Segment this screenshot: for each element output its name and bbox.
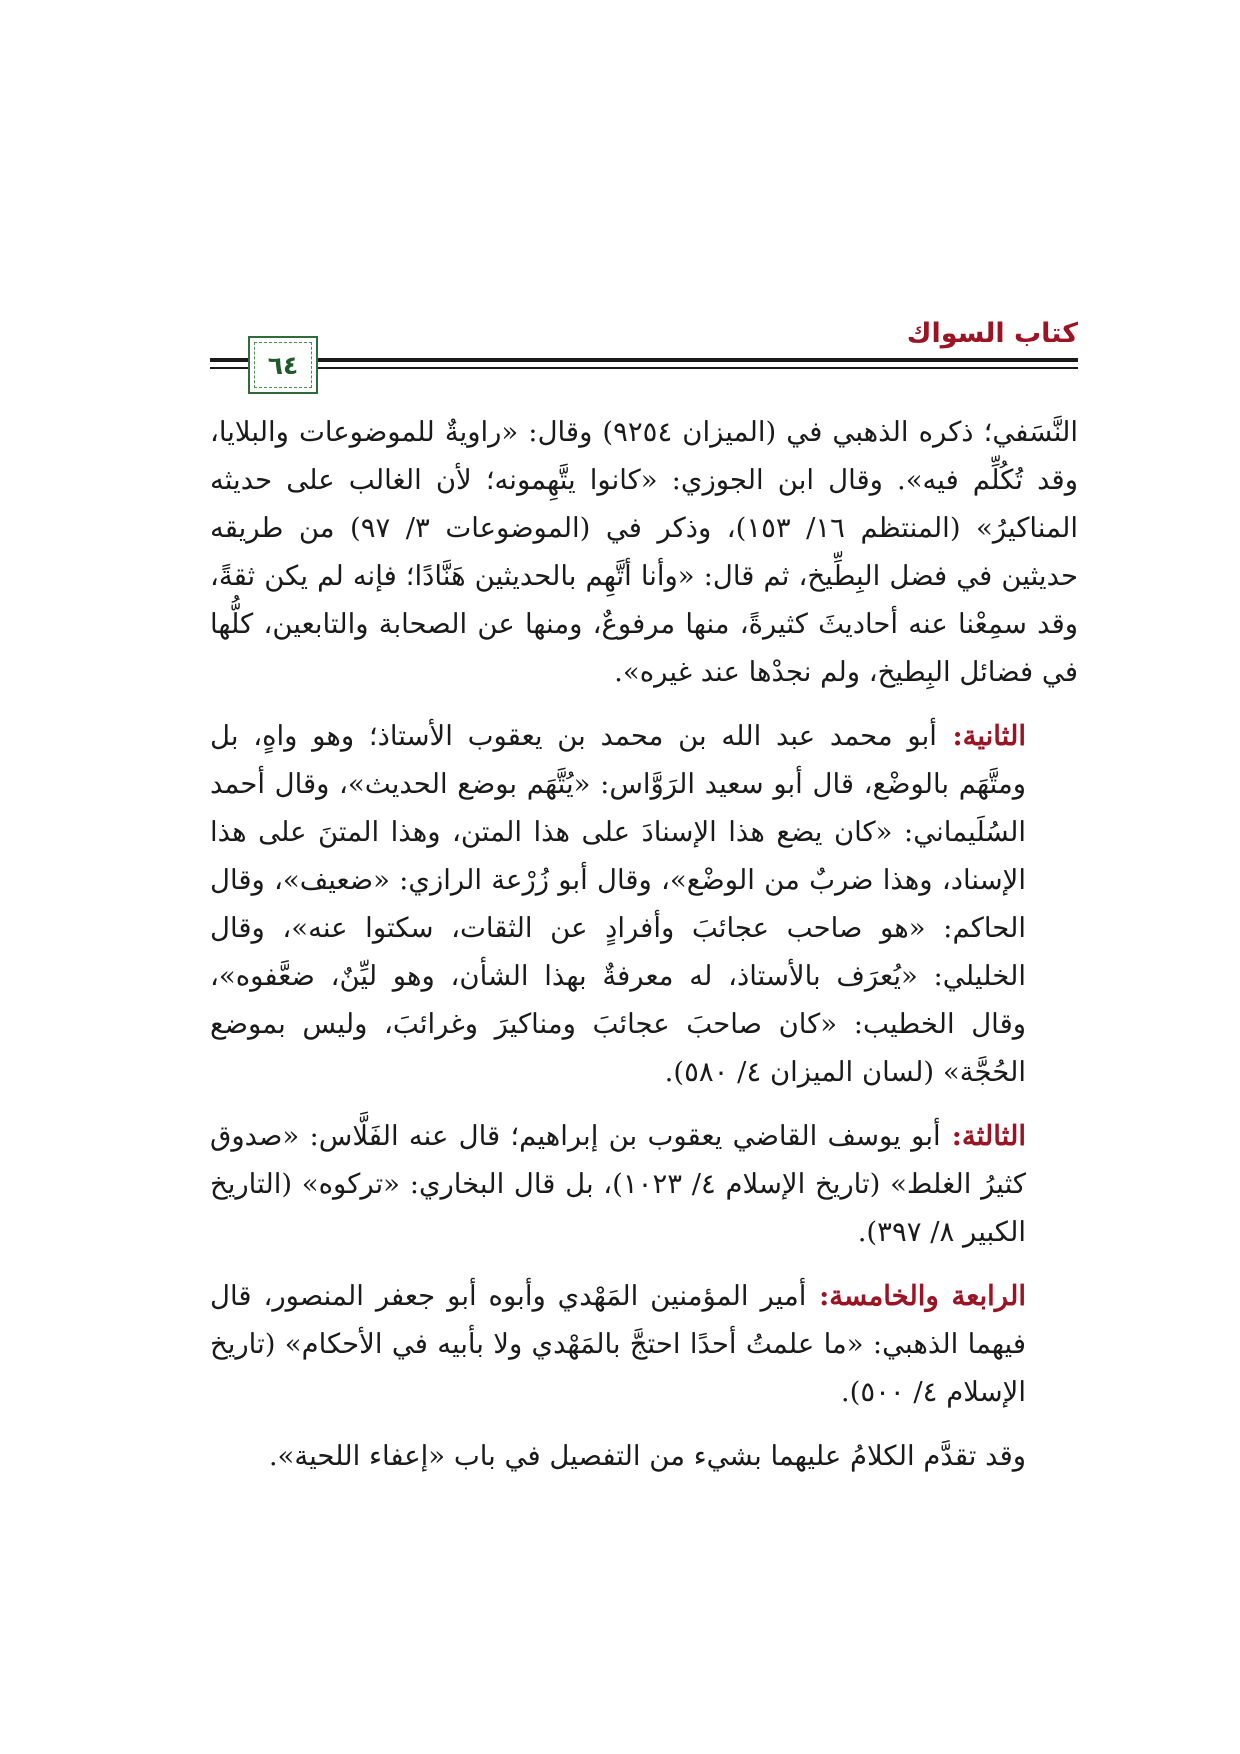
- page-number-frame: [248, 336, 318, 394]
- paragraph-lead: الرابعة والخامسة:: [806, 1280, 1026, 1312]
- paragraph-closing: [210, 1432, 1078, 1480]
- paragraph-lead: الثانية:: [936, 720, 1026, 752]
- page-number: ٦٤: [267, 350, 299, 380]
- paragraph-text: أمير المؤمنين المَهْدي وأبوه أبو جعفر المنصور، قال فيهما الذهبي: «ما علمتُ أحدًا احتجَّ بالمَهْدي ولا بأبيه في الأحكام» (تاريخ الإسلام ٤/ ٥٠٠).: [210, 1280, 1026, 1408]
- book-title: كتاب السواك: [906, 318, 1078, 349]
- paragraph-text: وقد تقدَّم الكلامُ عليهما بشيء من التفصيل في باب «إعفاء اللحية».: [268, 1440, 1026, 1472]
- paragraph-third: [210, 1112, 1078, 1256]
- paragraph-continuation: [210, 408, 1078, 696]
- page-body: [210, 408, 1078, 1496]
- paragraph-text: أبو يوسف القاضي يعقوب بن إبراهيم؛ قال عنه الفَلَّاس: «صدوق كثيرُ الغلط» (تاريخ الإسلام ٤/ ١٠٢٣)، بل قال البخاري: «تركوه» (التاريخ الكبير ٨/ ٣٩٧).: [210, 1120, 1026, 1248]
- paragraph-second: [210, 712, 1078, 1096]
- page-header: [210, 318, 1078, 394]
- paragraph-text: أبو محمد عبد الله بن محمد بن يعقوب الأستاذ؛ وهو واهٍ، بل ومتَّهَم بالوضْع، قال أبو سعيد الرَوَّاس: «يُتَّهَم بوضع الحديث»، وقال أحمد السُلَيماني: «كان يضع هذا الإسنادَ على هذا المتن، وهذا المتنَ على هذا الإسناد، وهذا ضربٌ من الوضْع»، وقال أبو زُرْعة الرازي: «ضعيف»، وقال الحاكم: «هو صاحب عجائبَ وأفرادٍ عن الثقات، سكتوا عنه»، وقال الخليلي: «يُعرَف بالأستاذ، له معرفةٌ بهذا الشأن، وهو ليِّنٌ، ضعَّفوه»، وقال الخطيب: «كان صاحبَ عجائبَ ومناكيرَ وغرائبَ، وليس بموضع الحُجَّة» (لسان الميزان ٤/ ٥٨٠).: [210, 720, 1026, 1088]
- header-rule-thin: [210, 367, 1078, 369]
- paragraph-fourth-fifth: [210, 1272, 1078, 1416]
- paragraph-lead: الثالثة:: [940, 1120, 1027, 1152]
- header-rule-thick: [210, 358, 1078, 362]
- paragraph-text: النَّسَفي؛ ذكره الذهبي في (الميزان ٩٢٥٤) وقال: «راويةٌ للموضوعات والبلايا، وقد تُكُلِّم فيه». وقال ابن الجوزي: «كانوا يتَّهِمونه؛ لأن الغالب على حديثه المناكيرُ» (المنتظم ١٦/ ١٥٣)، وذكر في (الموضوعات ٣/ ٩٧) من طريقه حديثين في فضل البِطِّيخ، ثم قال: «وأنا أتَّهِم بالحديثين هَنَّادًا؛ فإنه لم يكن ثقةً، وقد سمِعْنا عنه أحاديثَ كثيرةً، منها مرفوعٌ، ومنها عن الصحابة والتابعين، كلُّها في فضائل البِطيخ، ولم نجدْها عند غيره».: [210, 416, 1079, 688]
